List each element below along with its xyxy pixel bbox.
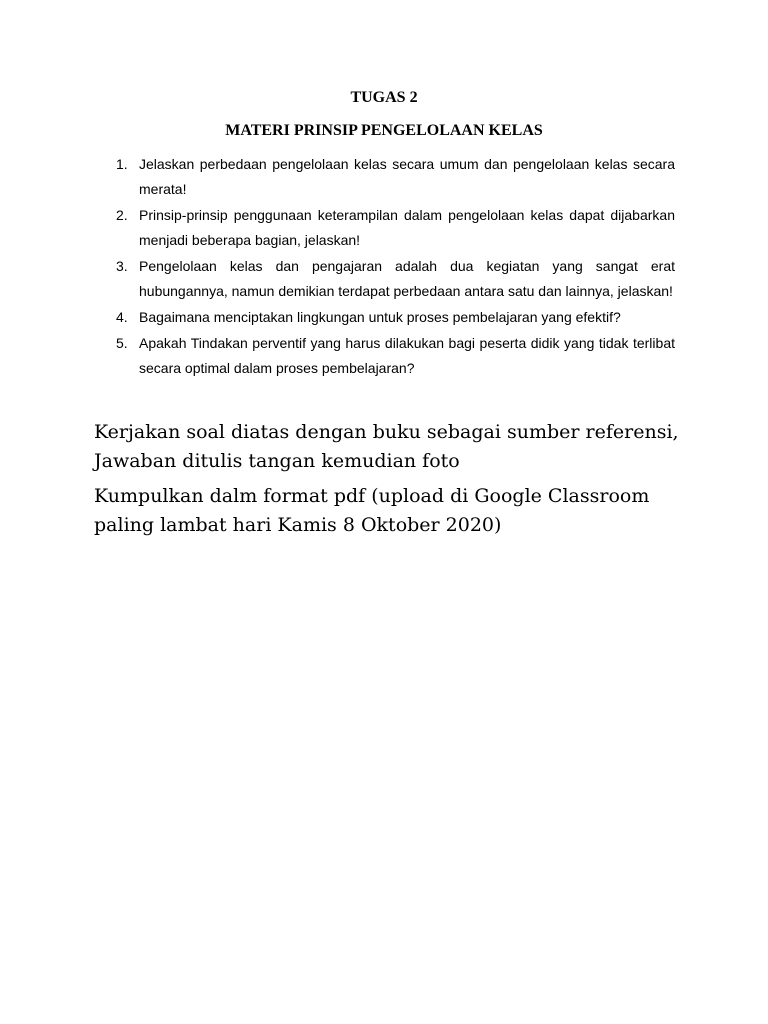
question-item-2 xyxy=(110,203,675,253)
question-text: Apakah Tindakan perventif yang harus dilakukan bagi peserta didik yang tidak terlibat secara optimal dalam proses pembelajaran? xyxy=(139,335,675,376)
document-title: TUGAS 2 xyxy=(350,89,418,106)
question-item-5 xyxy=(110,331,675,381)
question-list xyxy=(110,152,675,382)
question-item-4 xyxy=(110,305,675,330)
document-subtitle: MATERI PRINSIP PENGELOLAAN KELAS xyxy=(225,122,543,139)
question-number: 5. xyxy=(116,335,128,351)
question-text: Pengelolaan kelas dan pengajaran adalah dua kegiatan yang sangat erat hubungannya, namun demikian terdapat perbedaan antara satu dan lainnya, jelaskan! xyxy=(139,258,675,299)
question-text: Bagaimana menciptakan lingkungan untuk proses pembelajaran yang efektif? xyxy=(139,309,621,325)
question-item-3 xyxy=(110,254,675,304)
question-number: 2. xyxy=(116,207,128,223)
question-text: Prinsip-prinsip penggunaan keterampilan dalam pengelolaan kelas dapat dijabarkan menjadi beberapa bagian, jelaskan! xyxy=(139,207,675,248)
question-number: 3. xyxy=(116,258,128,274)
question-item-1 xyxy=(110,152,675,202)
question-text: Jelaskan perbedaan pengelolaan kelas secara umum dan pengelolaan kelas secara merata! xyxy=(139,156,675,197)
instruction-submission: Kumpulkan dalm format pdf (upload di Google Classroom paling lambat hari Kamis 8 Oktober 2020) xyxy=(94,485,650,536)
instruction-reference: Kerjakan soal diatas dengan buku sebagai sumber referensi, Jawaban ditulis tangan kemudian foto xyxy=(94,421,679,472)
question-number: 4. xyxy=(116,309,128,325)
question-number: 1. xyxy=(116,156,128,172)
